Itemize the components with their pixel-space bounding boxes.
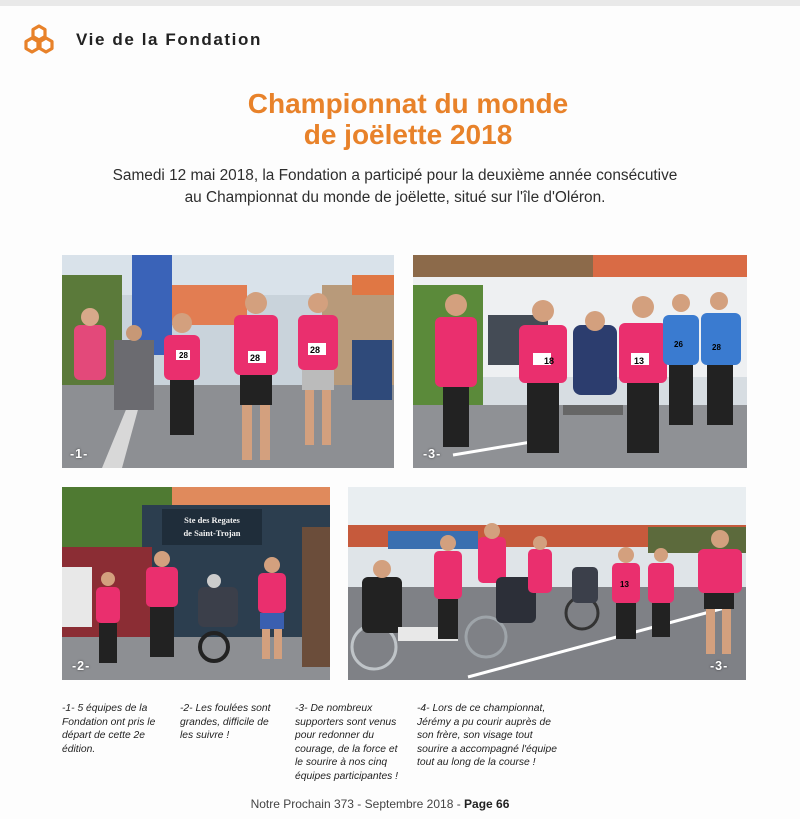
title-line-1: Championnat du monde bbox=[247, 88, 569, 119]
photo-caption bbox=[417, 702, 563, 770]
intro-line-2: au Championnat du monde de joëlette, situé sur l'île d'Oléron. bbox=[184, 189, 606, 206]
photo-runners-street bbox=[62, 255, 394, 468]
caption-text: 5 équipes de la Fondation ont pris le départ de cette 2e édition. bbox=[62, 703, 156, 755]
bib-number: 13 bbox=[634, 356, 645, 366]
photo-regates-building bbox=[62, 487, 330, 680]
photo-team-running bbox=[413, 255, 747, 468]
bib-number: 28 bbox=[250, 353, 261, 363]
sign-text: de Saint-Trojan bbox=[183, 528, 241, 538]
caption-label: -4- bbox=[417, 703, 430, 714]
photo-caption bbox=[295, 702, 405, 783]
bib-number: 28 bbox=[179, 351, 188, 360]
article-intro bbox=[0, 165, 790, 209]
bib-number: 28 bbox=[310, 345, 321, 355]
bib-number: 28 bbox=[712, 343, 721, 352]
photo-number: -3- bbox=[710, 659, 729, 673]
intro-line-1: Samedi 12 mai 2018, la Fondation a participé pour la deuxième année consécutive bbox=[112, 167, 678, 184]
photo-number: -3- bbox=[423, 447, 442, 461]
section-header bbox=[22, 22, 262, 58]
photo-2-illustration bbox=[413, 255, 747, 468]
page-footer bbox=[0, 797, 760, 811]
caption-text: Les foulées sont grandes, difficile de les suivre ! bbox=[180, 703, 271, 741]
photo-number: -1- bbox=[70, 447, 89, 461]
photo-4-illustration bbox=[348, 487, 746, 680]
sign-text: Ste des Regates bbox=[184, 515, 240, 525]
bib-number: 18 bbox=[544, 356, 555, 366]
caption-label: -1- bbox=[62, 703, 75, 714]
photo-3-illustration bbox=[62, 487, 330, 680]
photo-caption bbox=[180, 702, 280, 743]
bib-number: 13 bbox=[620, 580, 629, 589]
article-title bbox=[0, 88, 800, 150]
caption-label: -3- bbox=[295, 703, 308, 714]
honeycomb-icon bbox=[22, 23, 56, 57]
title-line-2: de joëlette 2018 bbox=[303, 119, 513, 150]
section-title: Vie de la Fondation bbox=[76, 30, 262, 49]
page-edge bbox=[0, 0, 800, 6]
caption-label: -2- bbox=[180, 703, 193, 714]
page-number: Page 66 bbox=[464, 797, 510, 811]
photo-caption bbox=[62, 702, 172, 756]
photo-1-illustration bbox=[62, 255, 394, 468]
bib-number: 26 bbox=[674, 340, 683, 349]
caption-text: De nombreux supporters sont venus pour redonner du courage, de la force et le sourire à nos cinq équipes participantes ! bbox=[295, 703, 399, 782]
photo-supporters-wheelchairs bbox=[348, 487, 746, 680]
caption-text: Lors de ce championnat, Jérémy a pu courir auprès de son frère, son visage tout sourire a accompagné l'équipe tout au long de la course ! bbox=[417, 703, 557, 768]
publication-info: Notre Prochain 373 - Septembre 2018 - bbox=[250, 797, 465, 811]
photo-number: -2- bbox=[72, 659, 91, 673]
